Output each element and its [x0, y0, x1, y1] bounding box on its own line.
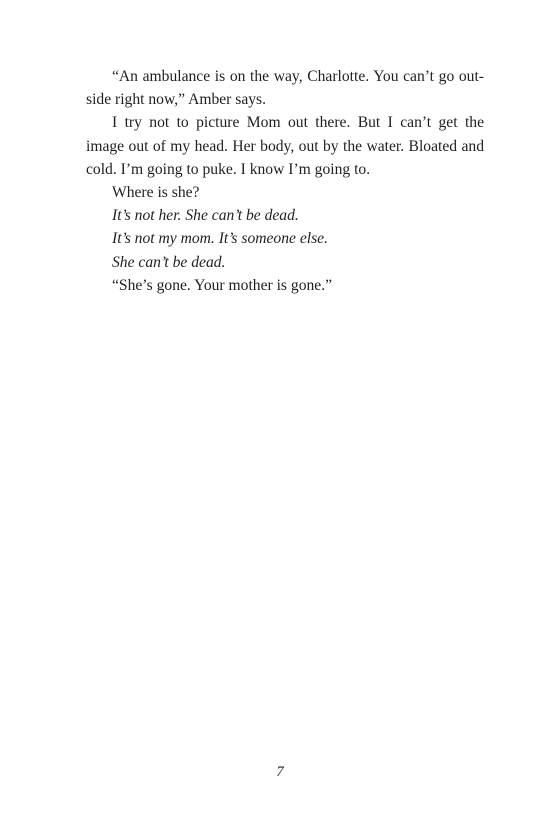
page-number: 7 [276, 764, 284, 780]
paragraph-where-is-she: Where is she? [112, 184, 200, 202]
paragraph-thought-not-my-mom: It’s not my mom. It’s someone else. [112, 230, 328, 248]
paragraph-thought-cant-be-dead: She can’t be dead. [112, 253, 226, 271]
paragraph-shes-gone: “She’s gone. Your mother is gone.” [112, 276, 333, 294]
paragraph-picture-mom: I try not to picture Mom out there. But I can’t get the image out of my head. Her body, out by the water. Bloated and cold. I’m going to puke. I know I’m going to. [86, 114, 484, 178]
paragraph-thought-not-her: It’s not her. She can’t be dead. [112, 207, 299, 225]
body-text [86, 65, 484, 297]
paragraph-ambulance: “An ambulance is on the way, Charlotte. You can’t go out- side right now,” Amber says. [86, 68, 484, 109]
